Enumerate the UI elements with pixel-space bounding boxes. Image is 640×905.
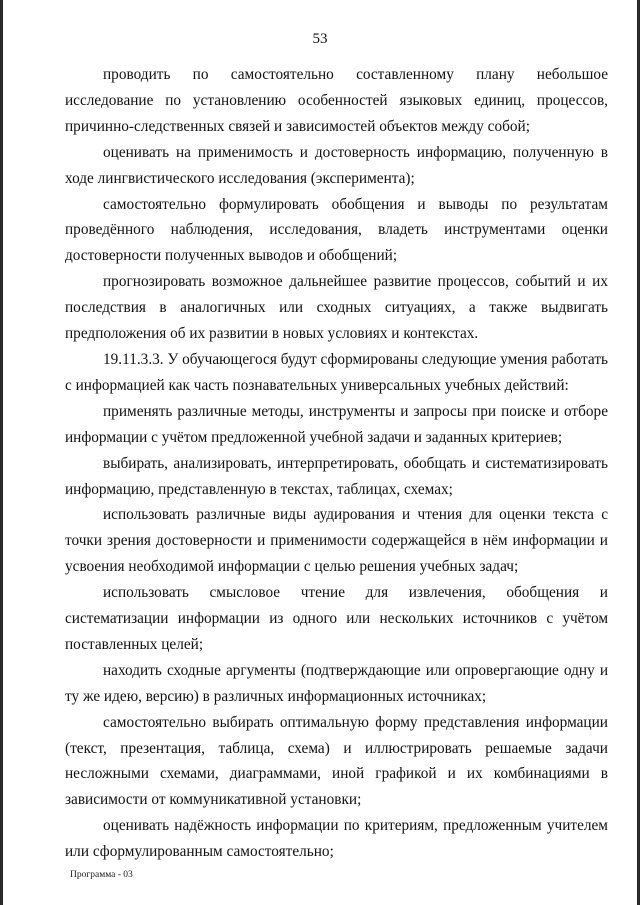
paragraph: выбирать, анализировать, интерпретировать, обобщать и систематизировать информацию, представленную в текстах, таблицах, схемах; xyxy=(65,454,608,498)
paragraph: самостоятельно формулировать обобщения и выводы по результатам проведённого наблюдения, исследования, владеть инструментами оценки достоверности полученных выводов и обобщений; xyxy=(65,195,608,265)
section-paragraph: 19.11.3.3. У обучающегося будут сформированы следующие умения работать с информацией как часть познавательных универсальных учебных действий: xyxy=(65,350,608,394)
page-footer: Программа - 03 xyxy=(70,870,133,880)
paragraph: применять различные методы, инструменты и запросы при поиске и отборе информации с учётом предложенной учебной задачи и заданных критериев; xyxy=(65,402,608,446)
paragraph: находить сходные аргументы (подтверждающие или опровергающие одну и ту же идею, версию) в различных информационных источниках; xyxy=(65,661,608,705)
paragraph: прогнозировать возможное дальнейшее развитие процессов, событий и их последствия в аналогичных или сходных ситуациях, а также выдвигать предположения об их развитии в новых условиях и контекстах. xyxy=(65,273,608,343)
paragraph: использовать смысловое чтение для извлечения, обобщения и систематизации информации из одного или нескольких источников с учётом поставленных целей; xyxy=(65,584,608,653)
paragraph: использовать различные виды аудирования и чтения для оценки текста с точки зрения достоверности и применимости содержащейся в нём информации и усвоения необходимой информации с целью решения учебных задач; xyxy=(65,506,608,576)
document-body xyxy=(65,62,608,865)
paragraph: проводить по самостоятельно составленному плану небольшое исследование по установлению особенностей языковых единиц, процессов, причинно-следственных связей и зависимостей объектов между собой; xyxy=(65,66,608,135)
page-number: 53 xyxy=(312,31,328,47)
paragraph: оценивать на применимость и достоверность информацию, полученную в ходе лингвистического исследования (эксперимента); xyxy=(65,143,608,187)
paragraph: самостоятельно выбирать оптимальную форму представления информации (текст, презентация, таблица, схема) и иллюстрировать решаемые задачи несложными схемами, диаграммами, иной графикой и их комбинациями в зависимости от коммуникативной установки; xyxy=(65,713,608,809)
paragraph: оценивать надёжность информации по критериям, предложенным учителем или сформулированным самостоятельно; xyxy=(65,817,608,861)
